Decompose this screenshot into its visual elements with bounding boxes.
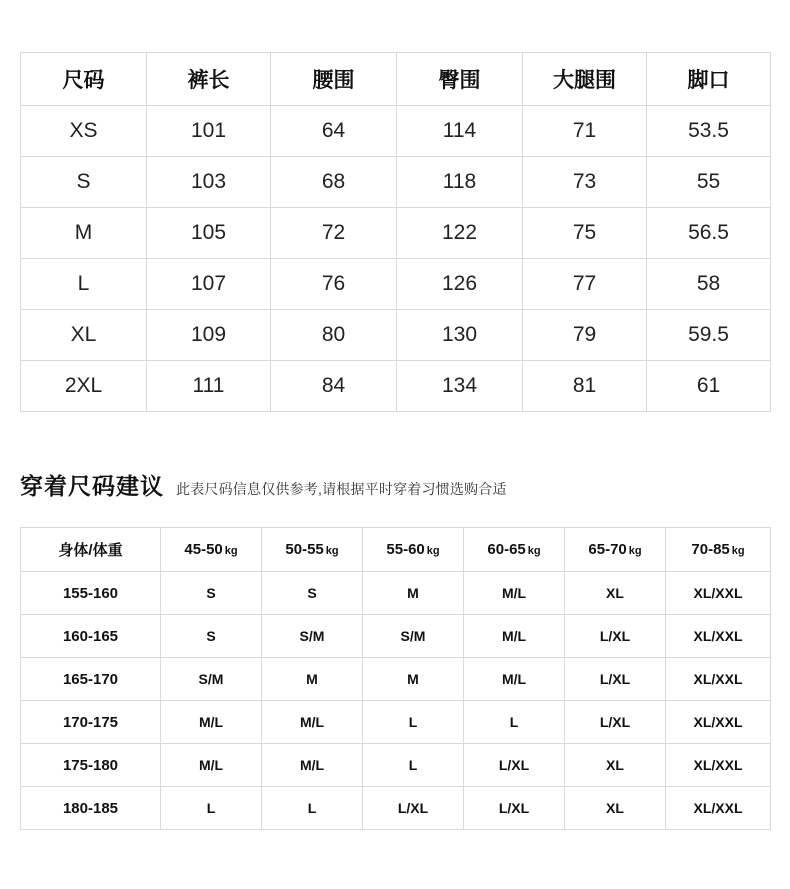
cell-recommended-size: XL bbox=[565, 744, 666, 787]
table-row bbox=[21, 259, 771, 310]
column-header-waist: 腰围 bbox=[271, 53, 397, 106]
advice-heading bbox=[20, 468, 507, 501]
column-header-weight-45-50 bbox=[161, 528, 262, 572]
cell-pant-length: 101 bbox=[147, 106, 271, 157]
cell-recommended-size: L/XL bbox=[565, 615, 666, 658]
cell-recommended-size: L bbox=[363, 701, 464, 744]
column-header-leg-opening: 脚口 bbox=[647, 53, 771, 106]
cell-waist: 64 bbox=[271, 106, 397, 157]
weight-range: 55-60 bbox=[386, 541, 425, 558]
row-header-height: 180-185 bbox=[21, 787, 161, 830]
size-recommendation-table bbox=[20, 527, 770, 830]
cell-waist: 80 bbox=[271, 310, 397, 361]
cell-recommended-size: L bbox=[363, 744, 464, 787]
row-header-height: 175-180 bbox=[21, 744, 161, 787]
cell-recommended-size: M/L bbox=[464, 658, 565, 701]
column-header-size: 尺码 bbox=[21, 53, 147, 106]
cell-leg-opening: 56.5 bbox=[647, 208, 771, 259]
table-header-row bbox=[21, 53, 771, 106]
cell-waist: 84 bbox=[271, 361, 397, 412]
cell-recommended-size: S bbox=[161, 572, 262, 615]
cell-leg-opening: 59.5 bbox=[647, 310, 771, 361]
cell-recommended-size: S/M bbox=[363, 615, 464, 658]
cell-waist: 76 bbox=[271, 259, 397, 310]
table-row bbox=[21, 361, 771, 412]
cell-recommended-size: S bbox=[262, 572, 363, 615]
weight-range: 60-65 bbox=[487, 541, 526, 558]
cell-size: XS bbox=[21, 106, 147, 157]
table-row bbox=[21, 701, 771, 744]
section-note: 此表尺码信息仅供参考,请根据平时穿着习惯选购合适 bbox=[176, 481, 507, 497]
cell-pant-length: 105 bbox=[147, 208, 271, 259]
cell-recommended-size: M bbox=[262, 658, 363, 701]
cell-waist: 72 bbox=[271, 208, 397, 259]
weight-unit: kg bbox=[325, 545, 339, 557]
cell-recommended-size: L/XL bbox=[565, 658, 666, 701]
column-header-weight-65-70 bbox=[565, 528, 666, 572]
cell-hip: 118 bbox=[397, 157, 523, 208]
cell-size: 2XL bbox=[21, 361, 147, 412]
cell-recommended-size: XL bbox=[565, 572, 666, 615]
column-header-weight-70-85 bbox=[666, 528, 771, 572]
cell-pant-length: 103 bbox=[147, 157, 271, 208]
cell-recommended-size: L bbox=[262, 787, 363, 830]
weight-unit: kg bbox=[426, 545, 440, 557]
cell-leg-opening: 53.5 bbox=[647, 106, 771, 157]
cell-recommended-size: XL/XXL bbox=[666, 615, 771, 658]
row-header-height: 160-165 bbox=[21, 615, 161, 658]
cell-recommended-size: L/XL bbox=[464, 744, 565, 787]
cell-pant-length: 107 bbox=[147, 259, 271, 310]
weight-range: 65-70 bbox=[588, 541, 627, 558]
cell-recommended-size: S/M bbox=[161, 658, 262, 701]
table-row bbox=[21, 787, 771, 830]
cell-recommended-size: XL/XXL bbox=[666, 787, 771, 830]
column-header-weight-55-60 bbox=[363, 528, 464, 572]
table-row bbox=[21, 572, 771, 615]
cell-recommended-size: M/L bbox=[464, 615, 565, 658]
cell-recommended-size: L bbox=[161, 787, 262, 830]
cell-thigh: 77 bbox=[523, 259, 647, 310]
weight-range: 50-55 bbox=[285, 541, 324, 558]
cell-recommended-size: M/L bbox=[262, 744, 363, 787]
cell-recommended-size: XL/XXL bbox=[666, 744, 771, 787]
table-row bbox=[21, 615, 771, 658]
cell-thigh: 75 bbox=[523, 208, 647, 259]
weight-unit: kg bbox=[628, 545, 642, 557]
row-header-height: 170-175 bbox=[21, 701, 161, 744]
cell-pant-length: 111 bbox=[147, 361, 271, 412]
row-header-height: 165-170 bbox=[21, 658, 161, 701]
cell-recommended-size: M/L bbox=[161, 744, 262, 787]
table-row bbox=[21, 744, 771, 787]
cell-recommended-size: XL bbox=[565, 787, 666, 830]
weight-unit: kg bbox=[527, 545, 541, 557]
cell-hip: 134 bbox=[397, 361, 523, 412]
table-header-row bbox=[21, 528, 771, 572]
cell-pant-length: 109 bbox=[147, 310, 271, 361]
weight-unit: kg bbox=[731, 545, 745, 557]
weight-unit: kg bbox=[224, 545, 238, 557]
cell-leg-opening: 58 bbox=[647, 259, 771, 310]
section-title: 穿着尺码建议 bbox=[20, 473, 164, 499]
column-header-hip: 臀围 bbox=[397, 53, 523, 106]
cell-recommended-size: M bbox=[363, 572, 464, 615]
cell-waist: 68 bbox=[271, 157, 397, 208]
cell-size: XL bbox=[21, 310, 147, 361]
size-measurement-table bbox=[20, 52, 770, 412]
cell-recommended-size: M/L bbox=[161, 701, 262, 744]
cell-recommended-size: S/M bbox=[262, 615, 363, 658]
column-header-weight-60-65 bbox=[464, 528, 565, 572]
table-row bbox=[21, 106, 771, 157]
cell-hip: 114 bbox=[397, 106, 523, 157]
table-row bbox=[21, 310, 771, 361]
cell-size: L bbox=[21, 259, 147, 310]
cell-recommended-size: L/XL bbox=[565, 701, 666, 744]
column-header-pant-length: 裤长 bbox=[147, 53, 271, 106]
cell-size: S bbox=[21, 157, 147, 208]
cell-recommended-size: L/XL bbox=[363, 787, 464, 830]
row-header-height: 155-160 bbox=[21, 572, 161, 615]
cell-recommended-size: S bbox=[161, 615, 262, 658]
cell-recommended-size: M bbox=[363, 658, 464, 701]
cell-thigh: 79 bbox=[523, 310, 647, 361]
table-row bbox=[21, 658, 771, 701]
cell-leg-opening: 55 bbox=[647, 157, 771, 208]
column-header-weight-50-55 bbox=[262, 528, 363, 572]
cell-thigh: 81 bbox=[523, 361, 647, 412]
cell-thigh: 73 bbox=[523, 157, 647, 208]
weight-range: 45-50 bbox=[184, 541, 223, 558]
cell-recommended-size: XL/XXL bbox=[666, 572, 771, 615]
cell-size: M bbox=[21, 208, 147, 259]
cell-recommended-size: M/L bbox=[262, 701, 363, 744]
cell-hip: 122 bbox=[397, 208, 523, 259]
weight-range: 70-85 bbox=[691, 541, 730, 558]
cell-thigh: 71 bbox=[523, 106, 647, 157]
cell-recommended-size: L bbox=[464, 701, 565, 744]
cell-hip: 126 bbox=[397, 259, 523, 310]
cell-recommended-size: M/L bbox=[464, 572, 565, 615]
cell-recommended-size: XL/XXL bbox=[666, 701, 771, 744]
cell-leg-opening: 61 bbox=[647, 361, 771, 412]
cell-recommended-size: L/XL bbox=[464, 787, 565, 830]
cell-hip: 130 bbox=[397, 310, 523, 361]
column-header-height-weight: 身体/体重 bbox=[21, 528, 161, 572]
cell-recommended-size: XL/XXL bbox=[666, 658, 771, 701]
table-row bbox=[21, 157, 771, 208]
table-row bbox=[21, 208, 771, 259]
column-header-thigh: 大腿围 bbox=[523, 53, 647, 106]
